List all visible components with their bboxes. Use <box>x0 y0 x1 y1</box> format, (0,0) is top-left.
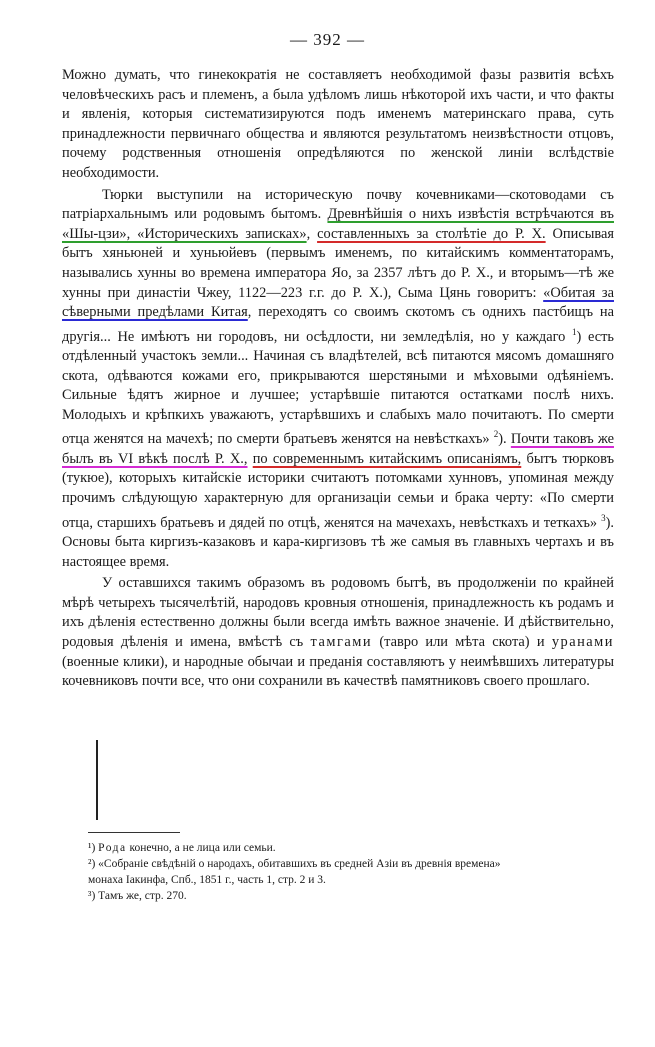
footnote-2-number: ²) <box>88 858 96 870</box>
paragraph-2 <box>62 186 614 573</box>
page-number: — 392 — <box>290 30 365 49</box>
footnote-2-line-1: «Собраніе свѣдѣній о народахъ, обитавшихъ въ средней Азіи въ древнія времена» <box>98 858 501 870</box>
green-underlined-passage: Древнѣйшія о нихъ извѣстія встрѣчаются въ «Шы-цзи», «Историческихъ записках» <box>62 206 614 242</box>
p2-text-c: Описывая бытъ хяньюней и хуньюйевъ (первымъ именемъ, по китайскимъ комментаторамъ, назывались хунны во времена императора Яо, за 2357 лѣтъ до Р. Х., и вторымъ—тѣ же хунны при династіи Чжеу, 1122—223 г.г. до Р. Х.), Сыма Цянь говоритъ: <box>62 225 615 301</box>
footnote-1-text: конечно, а не лица или семьи. <box>126 842 276 854</box>
footnote-2-continuation: монаха Іакинфа, Спб., 1851 г., часть 1, стр. 2 и 3. <box>88 874 326 886</box>
p2-text-e: ) есть отдѣленный участокъ земли... Начиная съ владѣтелей, всѣ питаются мясомъ домашняго скота, одѣваются кожами его, прикрываются шерстяными и мѣховыми одѣяніемъ. Сильные ѣдятъ жирное и лучшее; устарѣвшіе питаются остатками послѣ нихъ. Молодыхъ и крѣпкихъ уважаютъ, устарѣвшихъ и слабыхъ мало почитаютъ. По смерти отца женятся на мачехѣ; по смерти братьевъ женятся на невѣсткахъ» <box>62 328 614 448</box>
footnote-ref-3[interactable]: 3 <box>601 512 606 523</box>
p3-text-b: (тавро или мѣта скота) и <box>372 634 552 651</box>
footnote-1-number: ¹) <box>88 842 96 854</box>
p3-text-c: (военные клики), и народные обычаи и преданія составляютъ у неимѣвшихъ литературы кочевниковъ почти все, что они сохранили въ качествѣ памятниковъ своего прошлаго. <box>62 653 614 690</box>
footnote-separator <box>88 832 180 833</box>
p2-text-d: , переходятъ со своимъ скотомъ съ однихъ пастбищъ на другія... Не имѣютъ ни городовъ, ни осѣдлости, ни земледѣлія, но у каждаго <box>62 304 614 345</box>
p2-text-a: Тюрки выступили на историческую почву кочевниками—скотоводами съ патріархальнымъ или родовымъ бытомъ. <box>62 186 614 223</box>
magenta-underlined-passage: Почти таковъ же былъ въ VI вѣкѣ послѣ Р. Х., <box>62 431 614 467</box>
footnotes <box>88 840 618 904</box>
footnote-2 <box>88 856 618 872</box>
p3-text-a: У оставшихся такимъ образомъ въ родовомъ бытѣ, въ продолженіи по крайней мѣрѣ четырехъ тысячелѣтій, народовъ кровныя отношенія, принадлежность къ родамъ и ихъ дѣленія естественно должны были всегда имѣть важное значеніе. И дѣйствительно, родовыя дѣленія и имена, вмѣстѣ съ <box>62 575 614 651</box>
footnote-1 <box>88 840 618 856</box>
footnote-3 <box>88 888 618 904</box>
footnote-3-number: ³) <box>88 890 96 902</box>
term-uran: уранами <box>551 634 614 651</box>
p2-text-b: , <box>306 225 318 242</box>
footnote-ref-2[interactable]: 2 <box>493 429 499 440</box>
footnote-3-text: Тамъ же, стр. 270. <box>98 890 187 902</box>
main-text <box>62 66 614 692</box>
margin-bracket-mark <box>96 740 98 820</box>
red-underlined-passage-1: составленныхъ за столѣтіе до Р. Х. <box>317 225 546 242</box>
term-tamga: тамгами <box>310 634 373 651</box>
p2-text-f: ). <box>498 431 511 448</box>
p2-text-i: ). Основы быта киргизъ-казаковъ и кара-киргизовъ тѣ же самыя въ главныхъ чертахъ и въ настоящее время. <box>62 514 614 570</box>
red-underlined-passage-2: по современнымъ китайскимъ описаніямъ, <box>252 450 522 467</box>
paragraph-1: Можно думать, что гинекократія не составляетъ необходимой фазы развитія всѣхъ человѣческихъ расъ и племенъ, а была удѣломъ лишь нѣкоторой ихъ части, и что факты и явленія, которыя систематизируются подъ именемъ материнскаго права, суть принадлежности первичнаго общества и являются результатомъ неизвѣстности отцовъ, почему родственныя отношенія опредѣляются по женской линіи вслѣдствіе необходимости. <box>62 67 614 181</box>
p2-text-h: бытъ тюрковъ (тукюе), которыхъ китайскіе историки считаютъ потомками хунновъ, упоминая между прочимъ слѣдующую характерную для организаціи семьи и брака черту: «По смерти отца, старшихъ братьевъ и дядей по отцѣ, женятся на мачехахъ, невѣсткахъ и теткахъ» <box>62 450 615 531</box>
paragraph-3 <box>62 574 614 692</box>
blue-underlined-passage: «Обитая за сѣверными предѣлами Китая <box>62 284 614 321</box>
footnote-ref-1[interactable]: 1 <box>572 326 577 337</box>
footnote-1-spaced-word: Рода <box>98 842 127 854</box>
